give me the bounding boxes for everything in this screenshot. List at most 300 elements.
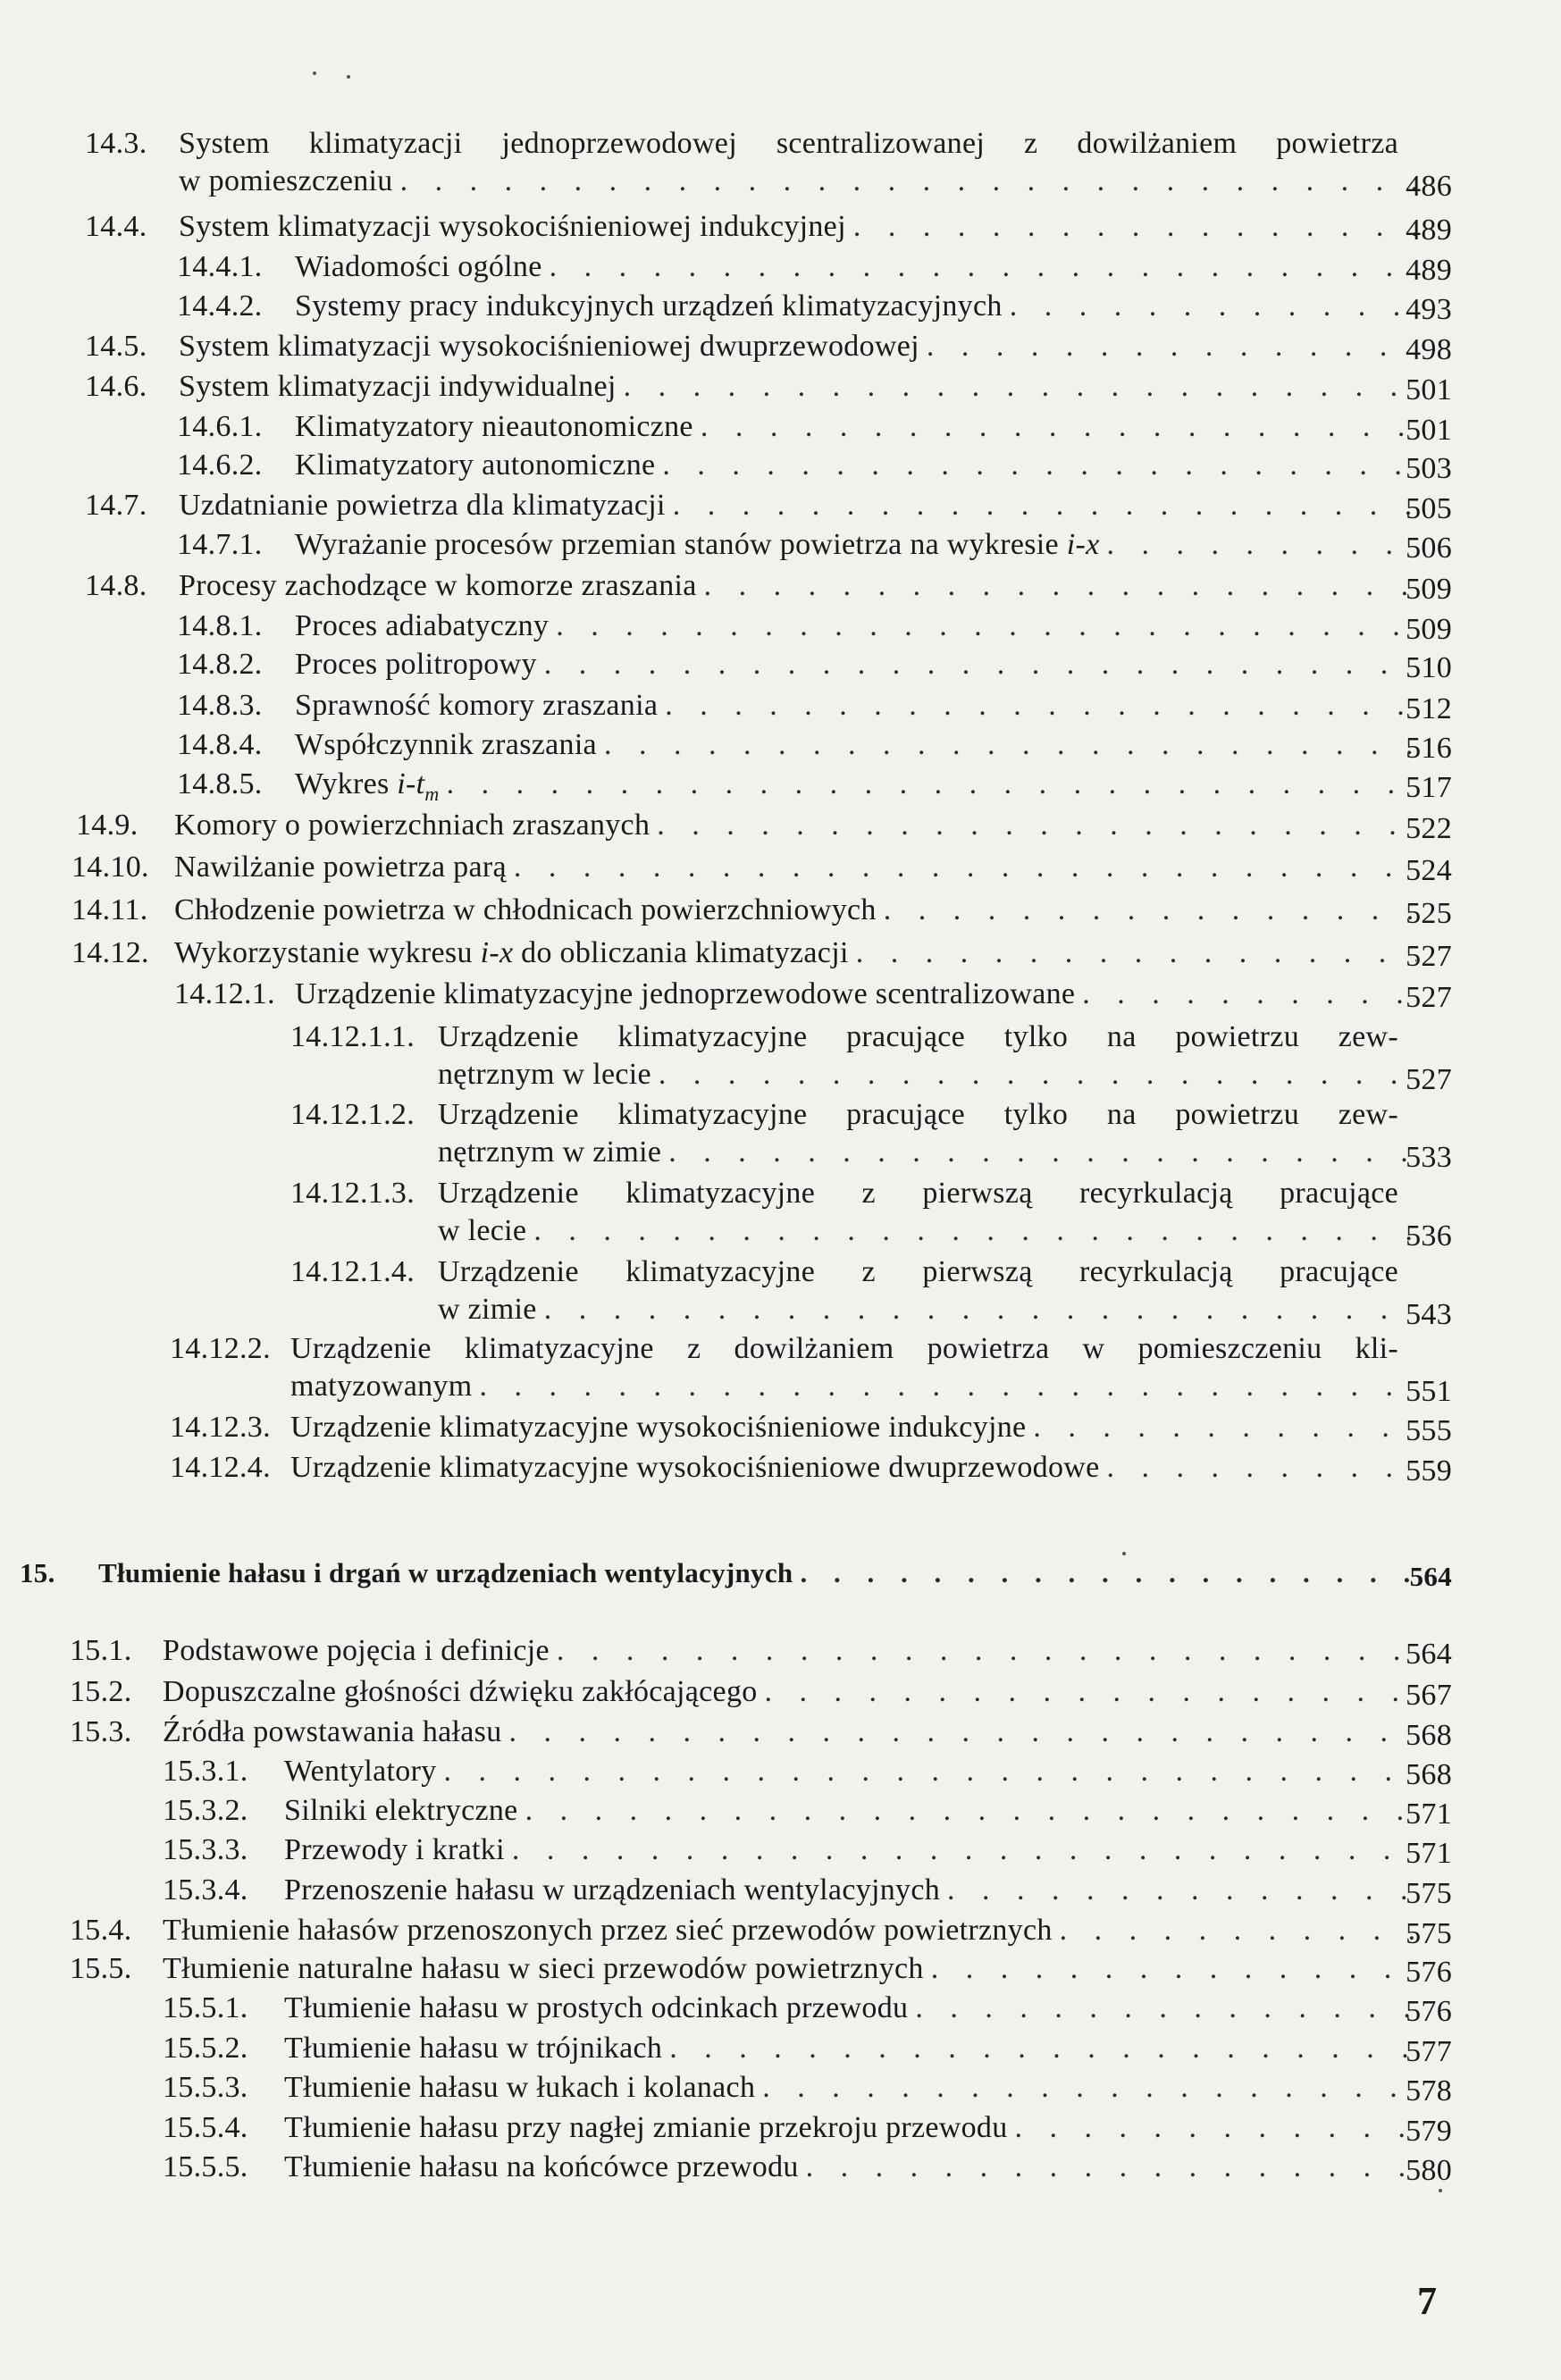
entry-page-number: 536 [1406,1219,1452,1253]
entry-title: Podstawowe pojęcia i definicje [163,1634,550,1667]
entry-leader-line [284,1872,1452,1909]
entry-number: 14.4.2. [177,289,263,323]
entry-number: 15. [20,1557,55,1588]
toc-entry [85,208,1452,247]
dot-leader [657,807,1416,844]
entry-title: Przenoszenie hałasu w urządzeniach wentylacyjnych [284,1873,941,1907]
entry-number: 15.2. [70,1675,132,1708]
entry-title: Wyrażanie procesów przemian stanów powietrza na wykresie i-x [295,528,1100,561]
page-number: 7 [1417,2279,1437,2323]
entry-number: 14.8.4. [177,728,263,761]
entry-leader-line [284,1831,1452,1869]
toc-entry [177,526,1452,566]
entry-number: 14.10. [71,851,149,884]
dot-leader [853,208,1416,246]
entry-page-number: 555 [1406,1414,1452,1447]
entry-page-number: 580 [1406,2154,1452,2187]
entry-title-continuation: w zimie [438,1293,537,1326]
entry-page-number: 575 [1406,1917,1452,1950]
entry-number: 14.4.1. [177,250,263,283]
entry-page-number: 579 [1406,2115,1452,2148]
dot-leader [1010,288,1416,325]
entry-title-block [179,487,1452,524]
entry-title: Źródła powstawania hałasu [163,1715,502,1748]
entry-leader-line [438,1056,1452,1094]
entry-title-block [295,408,1452,446]
entry-title-block [179,208,1452,246]
entry-page-number: 509 [1406,613,1452,646]
entry-leader-line [284,1753,1452,1790]
entry-title-block [295,646,1452,683]
entry-title-block [163,1673,1452,1711]
dot-leader [1107,1449,1417,1487]
entry-leader-line [295,608,1452,645]
entry-title: Proces politropowy [295,648,537,681]
toc-entry [163,1872,1452,1911]
entry-leader-line [295,288,1452,325]
dot-leader [1033,1409,1416,1446]
entry-number: 15.4. [70,1914,132,1947]
entry-title: Klimatyzatory autonomiczne [295,448,656,482]
entry-page-number: 575 [1406,1877,1452,1910]
dot-leader [915,1990,1416,2027]
dot-leader [624,368,1416,406]
entry-title-block [438,1096,1452,1171]
entry-number: 14.12.2. [170,1332,271,1365]
entry-title: Urządzenie klimatyzacyjne pracujące tylko na powietrzu zew- [438,1098,1398,1131]
entry-leader-line [438,1212,1452,1250]
entry-title: Tłumienie hałasu w prostych odcinkach przewodu [284,1991,909,2024]
entry-title-block [163,1632,1452,1670]
dot-leader [512,1831,1416,1869]
entry-page-number: 509 [1406,573,1452,606]
toc-entry [163,1792,1452,1831]
entry-title: Tłumienie hałasu w łukach i kolanach [284,2071,756,2104]
toc-entry [290,1253,1452,1332]
entry-number: 14.5. [85,330,147,363]
toc-entry [163,1990,1452,2029]
entry-number: 15.5.2. [163,2032,248,2065]
italic-term: $i-t_m$ [397,767,440,805]
entry-title-block [438,1018,1452,1094]
entry-leader-line [179,567,1452,605]
entry-number: 15.5.3. [163,2071,248,2104]
entry-page-number: 567 [1406,1679,1452,1712]
dot-leader [444,1753,1416,1790]
dot-leader [509,1714,1417,1751]
entry-number: 14.12.3. [170,1411,271,1444]
entry-page-number: 510 [1406,651,1452,684]
toc-entry [174,976,1452,1015]
entry-leader-line [295,526,1452,564]
entry-number: 14.4. [85,210,147,243]
entry-number: 14.11. [71,893,148,926]
entry-leader-line [174,849,1452,886]
entry-title: Tłumienie hałasu na końcówce przewodu [284,2150,799,2183]
entry-title-block [295,687,1452,725]
entry-title-block [284,1792,1452,1830]
entry-title-block [290,1330,1452,1405]
entry-title-block [295,288,1452,325]
dot-leader [556,608,1416,645]
toc-entry [85,368,1452,407]
dot-leader [668,1134,1416,1171]
toc-entry [163,2030,1452,2069]
entry-title: Urządzenie klimatyzacyjne z dowilżaniem powietrza w pomieszczeniu kli- [290,1332,1398,1365]
entry-leader-line [295,248,1452,286]
entry-number: 14.6.1. [177,410,263,443]
entry-number: 15.3.2. [163,1794,248,1827]
dot-leader [550,248,1416,286]
entry-page-number: 576 [1406,1956,1452,1989]
entry-title: Klimatyzatory nieautonomiczne [295,410,693,443]
dot-leader [665,687,1416,725]
dot-leader [927,328,1416,365]
entry-number: 15.5.1. [163,1991,248,2024]
entry-leader-line [179,487,1452,524]
toc-entry [170,1409,1452,1448]
toc-entry [71,849,1452,888]
dot-leader [765,1673,1416,1711]
entry-title: System klimatyzacji wysokociśnieniowej dwuprzewodowej [179,330,919,363]
dot-leader [1107,526,1416,564]
entry-number: 15.5.5. [163,2150,248,2183]
toc-entry [163,2069,1452,2108]
entry-page-number: 489 [1406,254,1452,287]
entry-page-number: 533 [1406,1141,1452,1174]
entry-number: 14.8.2. [177,648,263,681]
entry-title-block [163,1912,1452,1949]
scan-speck [313,71,316,75]
entry-leader-line [163,1673,1452,1711]
entry-title-block [174,807,1452,844]
entry-page-number: 577 [1406,2035,1452,2068]
dot-leader [544,1291,1416,1328]
entry-number: 15.3.1. [163,1755,248,1788]
toc-entry [70,1673,1452,1713]
entry-title: Przewody i kratki [284,1833,505,1866]
entry-title-block [290,1449,1452,1487]
entry-title: Tłumienie hałasu w trójnikach [284,2032,663,2065]
entry-title-block [284,2069,1452,2107]
entry-leader-line [163,1714,1452,1751]
entry-title-block [284,2109,1452,2147]
entry-number: 14.12.1.4. [290,1255,415,1288]
toc-entry [85,567,1452,607]
entry-title-continuation: w lecie [438,1214,527,1247]
entry-title: Nawilżanie powietrza parą [174,851,507,884]
entry-leader-line [284,2149,1452,2186]
dot-leader [947,1872,1416,1909]
entry-page-number: 527 [1406,940,1452,973]
entry-leader-line [290,1449,1452,1487]
entry-title: System klimatyzacji indywidualnej [179,370,617,403]
entry-title: Sprawność komory zraszania [295,689,659,722]
entry-title: Procesy zachodzące w komorze zraszania [179,569,697,602]
entry-title-block [179,368,1452,406]
entry-leader-line [284,2069,1452,2107]
entry-title-block [174,892,1452,929]
entry-leader-line [163,1912,1452,1949]
toc-entry [85,487,1452,526]
entry-number: 14.6.2. [177,448,263,482]
entry-page-number: 524 [1406,854,1452,887]
entry-leader-line [290,1368,1452,1405]
entry-title-block [284,1831,1452,1869]
entry-leader-line [284,2030,1452,2067]
entry-number: 14.12.1.1. [290,1020,415,1053]
toc-entry [70,1950,1452,1990]
entry-page-number: 568 [1406,1758,1452,1791]
entry-number: 14.6. [85,370,147,403]
dot-leader [704,567,1416,605]
entry-title-block [284,2149,1452,2186]
entry-title: Tłumienie hałasu i drgań w urządzeniach wentylacyjnych [98,1557,793,1588]
dot-leader [1060,1912,1416,1949]
entry-leader-line [284,1792,1452,1830]
entry-title-block [438,1253,1452,1328]
dot-leader [673,487,1416,524]
entry-number: 14.8.5. [177,767,263,800]
entry-title: Wykres $i-t_m$ [295,767,440,805]
scan-speck [1122,1552,1126,1555]
entry-leader-line [163,1950,1452,1988]
entry-number: 15.3.3. [163,1833,248,1866]
toc-entry [170,1449,1452,1488]
italic-term: i-x [480,936,514,969]
entry-number: 15.3.4. [163,1873,248,1907]
entry-title-block [179,328,1452,365]
entry-title-continuation: w pomieszczeniu [179,164,393,197]
entry-page-number: 516 [1406,732,1452,765]
toc-entry [70,1714,1452,1753]
toc-entry [177,646,1452,685]
toc-entry [71,934,1452,974]
entry-number: 14.8.3. [177,689,263,722]
entry-title: Proces adiabatyczny [295,609,550,642]
entry-page-number: 559 [1406,1454,1452,1488]
toc-entry [163,2149,1452,2188]
entry-title: Dopuszczalne głośności dźwięku zakłócającego [163,1675,758,1708]
entry-title: Urządzenie klimatyzacyjne pracujące tylko na powietrzu zew- [438,1020,1398,1053]
entry-leader-line [179,163,1452,200]
entry-page-number: 578 [1406,2074,1452,2108]
entry-title-continuation: matyzowanym [290,1370,473,1403]
toc-entry [177,608,1452,647]
entry-title: Uzdatnianie powietrza dla klimatyzacji [179,489,666,522]
dot-leader [762,2069,1416,2107]
dot-leader [931,1950,1416,1988]
entry-leader-line [438,1134,1452,1171]
entry-page-number: 571 [1406,1837,1452,1870]
entry-title: Chłodzenie powietrza w chłodnicach powierzchniowych [174,893,877,926]
dot-leader [659,1056,1416,1094]
toc-entry [76,807,1452,846]
entry-leader-line [174,934,1452,972]
entry-number: 14.7.1. [177,528,263,561]
entry-title: Tłumienie hałasów przenoszonych przez sieć przewodów powietrznych [163,1914,1053,1947]
entry-page-number: 512 [1406,692,1452,725]
dot-leader [669,2030,1416,2067]
entry-title: System klimatyzacji jednoprzewodowej scentralizowanej z dowilżaniem powietrza [179,127,1398,160]
entry-leader-line [98,1555,1452,1592]
toc-entry [170,1330,1452,1409]
scan-speck [347,75,350,79]
entry-title-block [174,849,1452,886]
entry-page-number: 551 [1406,1375,1452,1408]
entry-number: 14.7. [85,489,147,522]
italic-term: i-x [1066,528,1100,561]
entry-leader-line [295,646,1452,683]
entry-leader-line [295,726,1452,764]
toc-entry [290,1096,1452,1175]
dot-leader [1015,2109,1416,2147]
dot-leader [533,1212,1416,1250]
entry-title: Urządzenie klimatyzacyjne jednoprzewodowe scentralizowane [295,977,1076,1010]
entry-number: 14.3. [85,127,147,160]
entry-leader-line [295,687,1452,725]
entry-title-block [179,125,1452,200]
dot-leader [856,934,1416,972]
entry-page-number: 493 [1406,293,1452,326]
entry-number: 14.12. [71,936,149,969]
entry-title-continuation: nętrznym w lecie [438,1058,651,1091]
entry-leader-line [174,892,1452,929]
entry-title-block [284,1990,1452,2027]
dot-leader [800,1555,1416,1592]
toc-entry [290,1175,1452,1253]
toc-entry [85,125,1452,204]
entry-page-number: 503 [1406,452,1452,485]
dot-leader [514,849,1416,886]
toc-entry [177,687,1452,726]
dot-leader [544,646,1416,683]
entry-number: 14.12.1. [174,977,275,1010]
entry-title-block [295,726,1452,764]
entry-title: Wykorzystanie wykresu i-x do obliczania klimatyzacji [174,936,849,969]
scan-speck [1439,2189,1442,2192]
toc-entry [177,408,1452,448]
entry-title-block [174,934,1452,972]
dot-leader [557,1632,1416,1670]
dot-leader [1082,976,1416,1013]
entry-title: Tłumienie naturalne hałasu w sieci przewodów powietrznych [163,1952,924,1985]
entry-page-number: 564 [1409,1561,1452,1592]
toc-entry [163,1831,1452,1871]
dot-leader [806,2149,1416,2186]
entry-title-block [295,608,1452,645]
entry-leader-line [295,976,1452,1013]
entry-page-number: 501 [1406,414,1452,447]
entry-leader-line [179,368,1452,406]
toc-entry [177,766,1452,805]
entry-number: 15.3. [70,1715,132,1748]
entry-title-block [163,1950,1452,1988]
entry-title: Silniki elektryczne [284,1794,518,1827]
toc-entry [177,726,1452,766]
entry-number: 14.12.4. [170,1451,271,1484]
entry-title-block [295,766,1452,813]
entry-title-block [295,976,1452,1013]
entry-leader-line [284,2109,1452,2147]
dot-leader [884,892,1416,929]
entry-title: Urządzenie klimatyzacyjne z pierwszą recyrkulacją pracujące [438,1255,1398,1288]
entry-leader-line [179,328,1452,365]
entry-title: Urządzenie klimatyzacyjne z pierwszą recyrkulacją pracujące [438,1177,1398,1210]
entry-page-number: 576 [1406,1995,1452,2028]
entry-title: System klimatyzacji wysokociśnieniowej indukcyjnej [179,210,846,243]
entry-page-number: 489 [1406,214,1452,247]
entry-number: 14.12.1.2. [290,1098,415,1131]
dot-leader [447,766,1416,803]
toc-entry [71,892,1452,931]
entry-page-number: 522 [1406,812,1452,845]
dot-leader [400,163,1416,200]
entry-number: 14.12.1.3. [290,1177,415,1210]
entry-page-number: 486 [1406,170,1452,203]
dot-leader [604,726,1416,764]
dot-leader [525,1792,1416,1830]
entry-page-number: 501 [1406,373,1452,406]
entry-leader-line [163,1632,1452,1670]
entry-leader-line [179,208,1452,246]
entry-title: Komory o powierzchniach zraszanych [174,809,650,842]
entry-title-block [295,526,1452,564]
entry-page-number: 506 [1406,532,1452,565]
entry-leader-line [290,1409,1452,1446]
entry-title-block [295,447,1452,484]
toc-entry [85,328,1452,367]
entry-page-number: 498 [1406,333,1452,366]
entry-number: 15.5. [70,1952,132,1985]
entry-number: 15.1. [70,1634,132,1667]
dot-leader [701,408,1416,446]
entry-leader-line [174,807,1452,844]
entry-page-number: 527 [1406,981,1452,1014]
toc-entry [177,248,1452,288]
entry-leader-line [284,1990,1452,2027]
entry-title: Współczynnik zraszania [295,728,597,761]
dot-leader [662,447,1416,484]
entry-leader-line [295,766,1452,813]
entry-title: Wentylatory [284,1755,437,1788]
entry-number: 14.8. [85,569,147,602]
entry-title-block [284,1753,1452,1790]
entry-leader-line [295,408,1452,446]
entry-page-number: 525 [1406,897,1452,930]
entry-title-block [163,1714,1452,1751]
entry-title-block [179,567,1452,605]
entry-page-number: 505 [1406,492,1452,525]
entry-page-number: 527 [1406,1063,1452,1096]
entry-title-block [284,1872,1452,1909]
dot-leader [479,1368,1416,1405]
entry-title: Tłumienie hałasu przy nagłej zmianie przekroju przewodu [284,2111,1008,2144]
toc-entry [163,2109,1452,2149]
entry-page-number: 517 [1406,771,1452,804]
entry-number: 14.8.1. [177,609,263,642]
entry-number: 14.9. [76,809,138,842]
toc-entry [290,1018,1452,1097]
entry-title-block [98,1555,1452,1592]
entry-title-block [438,1175,1452,1250]
toc-entry [177,288,1452,327]
entry-page-number: 543 [1406,1298,1452,1331]
entry-number: 15.5.4. [163,2111,248,2144]
toc-entry [70,1912,1452,1951]
entry-title: Systemy pracy indukcyjnych urządzeń klimatyzacyjnych [295,289,1003,323]
entry-leader-line [295,447,1452,484]
